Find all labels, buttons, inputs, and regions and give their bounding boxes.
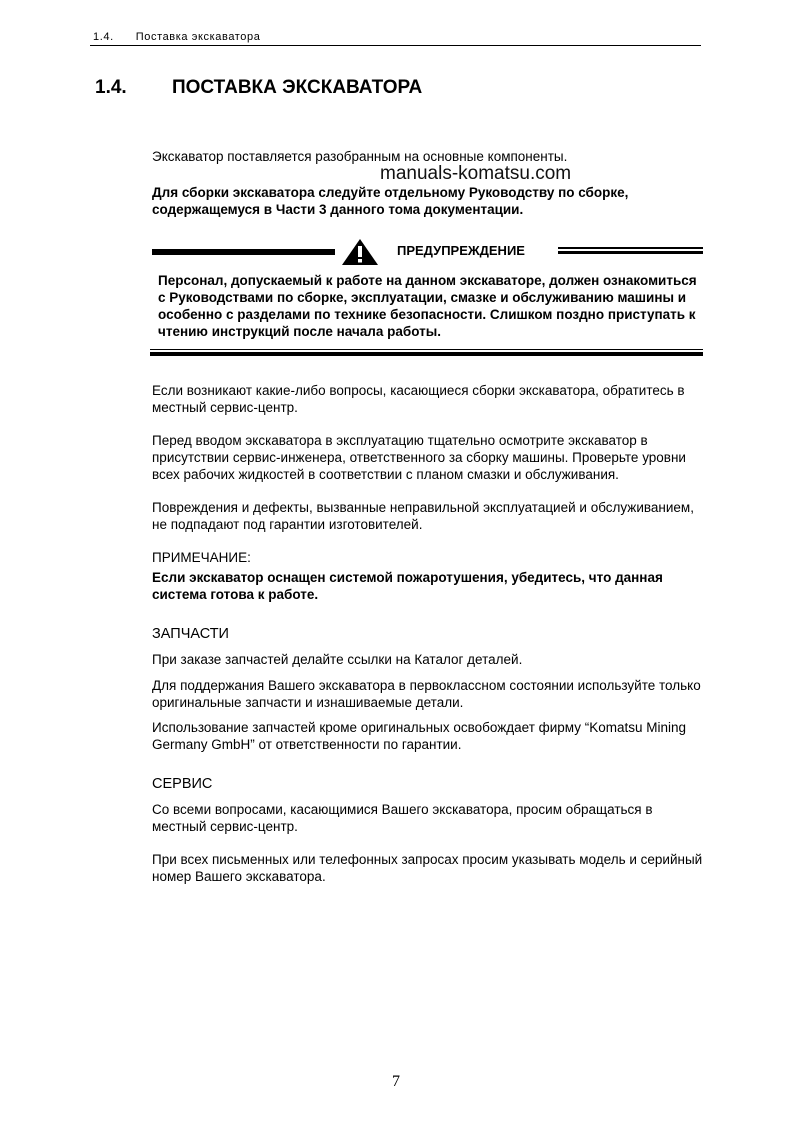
intro-paragraph: Экскаватор поставляется разобранным на основные компоненты. (152, 149, 568, 164)
warning-triangle-icon (340, 238, 380, 271)
warning-text: Персонал, допускаемый к работе на данном экскаваторе, должен ознакомиться с Руководствами по сборке, эксплуатации, смазке и обслуживанию машины и особенно с разделами по технике безопасности. Слишком поздно приступать к чтению инструкций после начала работы. (158, 273, 697, 339)
parts-paragraph: Использование запчастей кроме оригинальных освобождает фирму “Komatsu Mining Germany GmbH” от ответственности по гарантии. (152, 720, 687, 752)
warning-bar-right (558, 247, 703, 254)
paragraph: Перед вводом экскаватора в эксплуатацию тщательно осмотрите экскаватор в присутствии сервис-инженера, ответственного за сборку машины. Проверьте уровни всех рабочих жидкостей в соответствии с планом смазки и обслуживания. (152, 433, 686, 482)
service-paragraph: Со всеми вопросами, касающимися Вашего экскаватора, просим обращаться в местный сервис-центр. (152, 802, 653, 834)
watermark: manuals-komatsu.com (380, 163, 572, 184)
service-heading: СЕРВИС (152, 776, 213, 792)
warning-label: ПРЕДУПРЕЖДЕНИЕ (397, 243, 525, 258)
header-section-title: Поставка экскаватора (135, 31, 261, 43)
service-paragraph: При всех письменных или телефонных запросах просим указывать модель и серийный номер Вашего экскаватора. (152, 852, 703, 884)
note-label: ПРИМЕЧАНИЕ: (152, 550, 251, 565)
warning-header (152, 238, 708, 264)
running-header (93, 31, 282, 44)
parts-paragraph: При заказе запчастей делайте ссылки на Каталог деталей. (152, 652, 523, 667)
warning-bar-left (152, 249, 335, 255)
title-number: 1.4. (95, 77, 127, 98)
body-column (152, 148, 708, 885)
note-text: Если экскаватор оснащен системой пожаротушения, убедитесь, что данная система готова к работе. (152, 570, 663, 602)
parts-heading: ЗАПЧАСТИ (152, 626, 229, 642)
paragraph: Если возникают какие-либо вопросы, касающиеся сборки экскаватора, обратитесь в местный сервис-центр. (152, 383, 685, 415)
assembly-note: Для сборки экскаватора следуйте отдельному Руководству по сборке, содержащемуся в Части 3 данного тома документации. (152, 185, 629, 217)
warning-bottom-rule (150, 349, 703, 356)
page-title: ПОСТАВКА ЭКСКАВАТОРА (172, 77, 423, 98)
parts-paragraph: Для поддержания Вашего экскаватора в первоклассном состоянии используйте только оригинальные запчасти и изнашиваемые детали. (152, 678, 701, 710)
page-number: 7 (392, 1073, 400, 1090)
paragraph: Повреждения и дефекты, вызванные неправильной эксплуатацией и обслуживанием, не подпадают под гарантии изготовителей. (152, 500, 694, 532)
header-section-number: 1.4. (93, 31, 114, 43)
header-rule (90, 45, 701, 46)
